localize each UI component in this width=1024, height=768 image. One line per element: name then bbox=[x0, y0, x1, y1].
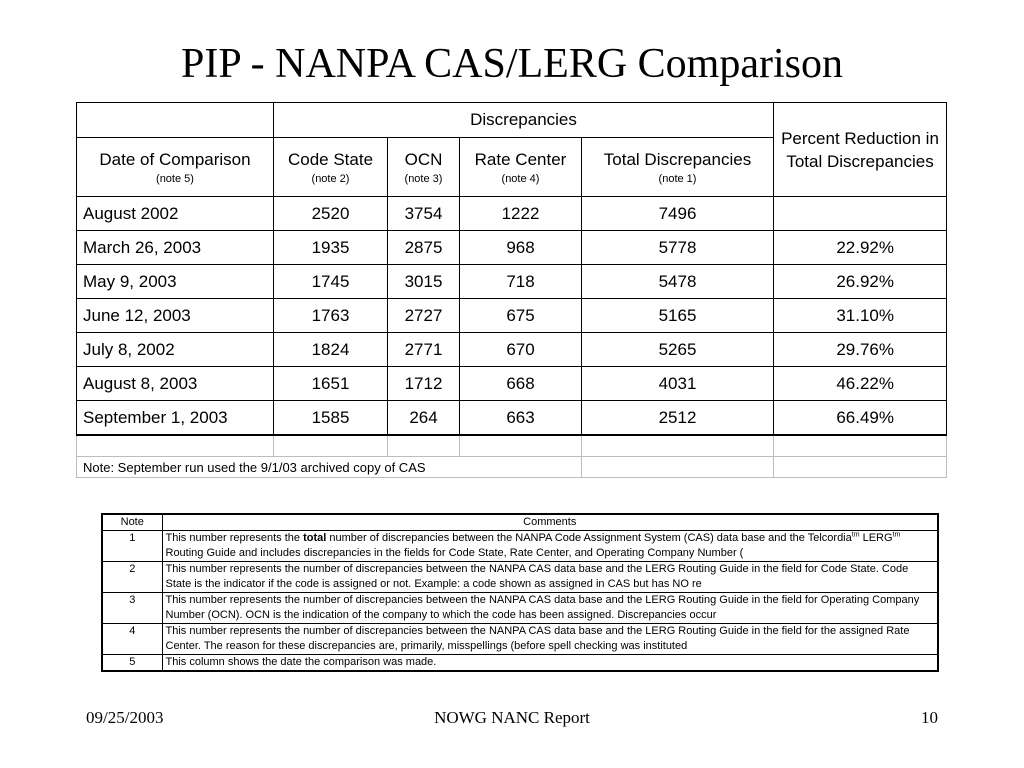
ocn-cell: 1712 bbox=[388, 367, 460, 401]
empty-cell bbox=[388, 435, 460, 457]
ocn-cell: 2875 bbox=[388, 231, 460, 265]
empty-cell bbox=[582, 457, 774, 478]
table-row bbox=[77, 231, 947, 265]
note-comment: This number represents the total number of discrepancies between the NANPA Code Assignment System (CAS) data base and the Telcordia$^{tm}$ $LERG^{tm}$ Routing Guide and includes discrepancies in the fields for Code State, Rate Center, and Operating Company Number ( bbox=[162, 531, 938, 562]
date-cell: May 9, 2003 bbox=[77, 265, 274, 299]
comparison-table bbox=[76, 102, 947, 478]
note-row bbox=[102, 562, 938, 593]
ocn-column-header: OCN (note 3) bbox=[388, 138, 460, 197]
empty-cell bbox=[582, 435, 774, 457]
note-number: 3 bbox=[102, 593, 162, 624]
total-cell: 7496 bbox=[582, 197, 774, 231]
empty-cell bbox=[774, 457, 947, 478]
percent-cell: 31.10% bbox=[774, 299, 947, 333]
ocn-cell: 3754 bbox=[388, 197, 460, 231]
empty-cell bbox=[77, 435, 274, 457]
rate-center-cell: 663 bbox=[460, 401, 582, 436]
rate-center-cell: 675 bbox=[460, 299, 582, 333]
note-row bbox=[102, 624, 938, 655]
note-number: 4 bbox=[102, 624, 162, 655]
table-row bbox=[77, 401, 947, 436]
code-state-cell: 1763 bbox=[274, 299, 388, 333]
note-number: 1 bbox=[102, 531, 162, 562]
empty-spacer-row bbox=[77, 435, 947, 457]
total-cell: 5778 bbox=[582, 231, 774, 265]
empty-cell bbox=[274, 435, 388, 457]
ocn-cell: 264 bbox=[388, 401, 460, 436]
table-row bbox=[77, 197, 947, 231]
note-comment: This number represents the number of discrepancies between the NANPA CAS data base and the LERG Routing Guide in the field for the assigned Rate Center. The reason for these discrepancies are, primarily, misspellings (before spell checking was instituted bbox=[162, 624, 938, 655]
percent-cell: 29.76% bbox=[774, 333, 947, 367]
total-cell: 5265 bbox=[582, 333, 774, 367]
code-state-cell: 1824 bbox=[274, 333, 388, 367]
empty-cell bbox=[460, 435, 582, 457]
percent-cell: 26.92% bbox=[774, 265, 947, 299]
comments-column-header: Comments bbox=[162, 514, 938, 531]
table-footnote: Note: September run used the 9/1/03 archived copy of CAS bbox=[77, 457, 582, 478]
notes-header-row bbox=[102, 514, 938, 531]
code-state-cell: 2520 bbox=[274, 197, 388, 231]
total-cell: 2512 bbox=[582, 401, 774, 436]
note-column-header: Note bbox=[102, 514, 162, 531]
note-comment: This number represents the number of discrepancies between the NANPA CAS data base and the LERG Routing Guide in the field for Operating Company Number (OCN). OCN is the indication of the company to which the code has been assigned. Discrepancies occur bbox=[162, 593, 938, 624]
table-row bbox=[77, 367, 947, 401]
footer-date: 09/25/2003 bbox=[86, 708, 164, 727]
note-row bbox=[102, 593, 938, 624]
total-cell: 4031 bbox=[582, 367, 774, 401]
note-number: 5 bbox=[102, 655, 162, 672]
percent-cell bbox=[774, 197, 947, 231]
note-row bbox=[102, 531, 938, 562]
empty-cell bbox=[774, 435, 947, 457]
code-state-cell: 1935 bbox=[274, 231, 388, 265]
date-cell: July 8, 2002 bbox=[77, 333, 274, 367]
rate-center-cell: 1222 bbox=[460, 197, 582, 231]
ocn-cell: 3015 bbox=[388, 265, 460, 299]
date-column-header: Date of Comparison (note 5) bbox=[77, 138, 274, 197]
table-footnote-row bbox=[77, 457, 947, 478]
ocn-cell: 2771 bbox=[388, 333, 460, 367]
code-state-cell: 1745 bbox=[274, 265, 388, 299]
ocn-cell: 2727 bbox=[388, 299, 460, 333]
percent-cell: 46.22% bbox=[774, 367, 947, 401]
note-row bbox=[102, 655, 938, 672]
table-row bbox=[77, 265, 947, 299]
rate-center-cell: 668 bbox=[460, 367, 582, 401]
code-state-column-header: Code State (note 2) bbox=[274, 138, 388, 197]
percent-reduction-header: Percent Reduction in Total Discrepancies bbox=[774, 103, 947, 197]
code-state-cell: 1651 bbox=[274, 367, 388, 401]
footer-title: NOWG NANC Report bbox=[434, 708, 590, 727]
rate-center-cell: 968 bbox=[460, 231, 582, 265]
date-cell: March 26, 2003 bbox=[77, 231, 274, 265]
rate-center-column-header: Rate Center (note 4) bbox=[460, 138, 582, 197]
code-state-cell: 1585 bbox=[274, 401, 388, 436]
date-cell: September 1, 2003 bbox=[77, 401, 274, 436]
date-cell: August 2002 bbox=[77, 197, 274, 231]
slide-title: PIP - NANPA CAS/LERG Comparison bbox=[181, 41, 843, 87]
rate-center-cell: 670 bbox=[460, 333, 582, 367]
note-comment: This number represents the number of discrepancies between the NANPA CAS data base and the LERG Routing Guide in the field for Code State. Code State is the indicator if the code is assigned or not. Example: a code shown as assigned in CAS but has NO re bbox=[162, 562, 938, 593]
date-cell: June 12, 2003 bbox=[77, 299, 274, 333]
total-discrepancies-column-header: Total Discrepancies (note 1) bbox=[582, 138, 774, 197]
total-cell: 5478 bbox=[582, 265, 774, 299]
page-number: 10 bbox=[921, 708, 938, 727]
group-header-row bbox=[77, 103, 947, 138]
note-comment: This column shows the date the comparison was made. bbox=[162, 655, 938, 672]
blank-header-cell bbox=[77, 103, 274, 138]
notes-table bbox=[101, 513, 939, 672]
date-cell: August 8, 2003 bbox=[77, 367, 274, 401]
discrepancies-group-header: Discrepancies bbox=[274, 103, 774, 138]
percent-cell: 22.92% bbox=[774, 231, 947, 265]
total-cell: 5165 bbox=[582, 299, 774, 333]
percent-cell: 66.49% bbox=[774, 401, 947, 436]
table-row bbox=[77, 299, 947, 333]
rate-center-cell: 718 bbox=[460, 265, 582, 299]
note-number: 2 bbox=[102, 562, 162, 593]
table-row bbox=[77, 333, 947, 367]
